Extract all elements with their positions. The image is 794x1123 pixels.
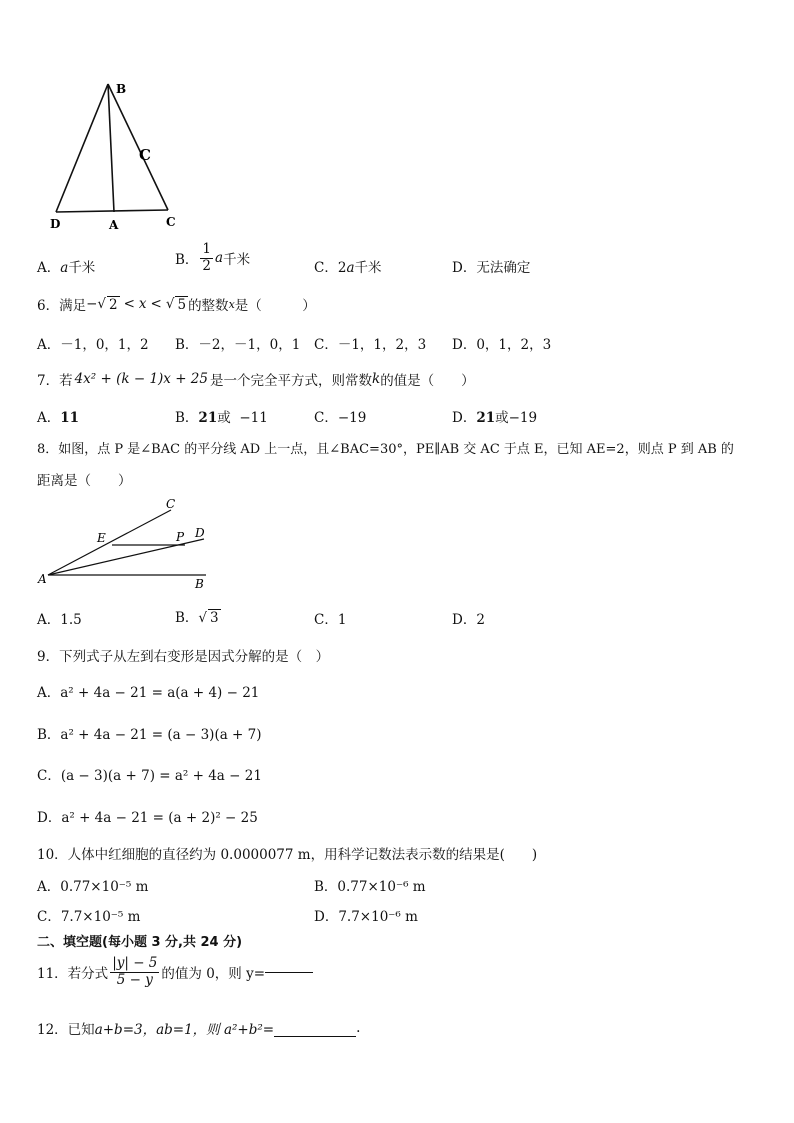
- q7-stem: 7．若 4x² + (k − 1)x + 25 是一个完全平方式，则常数 k 的值是（ ）: [37, 371, 475, 389]
- line-DC: [56, 210, 168, 212]
- q10-option-b: B．0.77×10⁻⁶ m: [314, 879, 426, 895]
- ray-AC: [48, 510, 171, 575]
- angle-bisector-figure: [36, 494, 226, 594]
- label-D: D: [50, 217, 61, 231]
- fraction: $\frac{|y| - 5}{5 - y}$: [112, 955, 158, 988]
- label-side-C: C: [139, 146, 151, 164]
- q8-option-c: C．1: [314, 612, 347, 628]
- q11-stem: 11．若分式 $\frac{|y| - 5}{5 - y}$ 的值为 0，则 y=: [37, 957, 313, 987]
- answer-blank[interactable]: [274, 1020, 356, 1037]
- q10-option-c: C．7.7×10⁻⁵ m: [37, 909, 141, 925]
- label-C: C: [166, 497, 176, 511]
- line-BC: [108, 84, 168, 210]
- q7-option-b: B．21或 −11: [175, 410, 268, 426]
- q6-option-b: B．－2，－1，0，1: [175, 337, 301, 353]
- fraction: $\frac{1}{2}$: [202, 241, 212, 274]
- triangle-figure: [36, 76, 186, 236]
- label-A: A: [109, 218, 119, 232]
- q6-option-c: C．－1，1，2，3: [314, 337, 427, 353]
- q5-option-d: D．无法确定: [452, 260, 531, 276]
- q8-option-b: B．√ 3: [175, 610, 219, 626]
- label-A: A: [38, 572, 47, 586]
- section-heading: 二、填空题(每小题 3 分,共 24 分): [37, 935, 243, 950]
- q9-option-c: C．(a − 3)(a + 7) = a² + 4a − 21: [37, 768, 262, 784]
- q9-option-b: B．a² + 4a − 21 = (a − 3)(a + 7): [37, 727, 262, 743]
- q6-option-d: D．0，1，2，3: [452, 337, 552, 353]
- q8-option-d: D．2: [452, 612, 485, 628]
- q5-option-a: A．a千米: [37, 260, 96, 276]
- q10-stem: 10．人体中红细胞的直径约为 0.0000077 m，用科学记数法表示数的结果是( ): [37, 847, 538, 863]
- q9-option-a: A．a² + 4a − 21 = a(a + 4) − 21: [37, 685, 260, 701]
- q9-stem: 9．下列式子从左到右变形是因式分解的是（ ）: [37, 649, 330, 665]
- q8-stem-line1: 8．如图，点 P 是∠BAC 的平分线 AD 上一点，且∠BAC=30°，PE∥AB 交 AC 于点 E，已知 AE=2，则点 P 到 AB 的: [37, 442, 734, 457]
- label-B: B: [116, 82, 127, 96]
- label-E: E: [97, 531, 106, 545]
- q7-option-c: C．−19: [314, 410, 367, 426]
- label-D: D: [195, 526, 205, 540]
- q5-option-c: C．2a千米: [314, 260, 382, 276]
- q7-option-a: A．11: [37, 410, 80, 426]
- q6-stem: 6．满足 − √ 2 < x < √ 5 的整数 x 是（ ）: [37, 296, 316, 314]
- line-BA: [108, 84, 114, 212]
- q10-option-a: A．0.77×10⁻⁵ m: [37, 879, 149, 895]
- label-C: C: [166, 215, 176, 229]
- answer-blank[interactable]: [265, 972, 313, 973]
- q8-option-a: A．1.5: [37, 612, 82, 628]
- label-P: P: [176, 530, 185, 544]
- q7-option-d: D．21或−19: [452, 410, 538, 426]
- q5-option-b: B． $\frac{1}{2}$ a 千米: [175, 241, 251, 274]
- q9-option-d: D．a² + 4a − 21 = (a + 2)² − 25: [37, 810, 258, 826]
- q12-stem: 12．已知 a+b=3，ab=1，则 a²+b²= .: [37, 1020, 361, 1038]
- q8-stem-line2: 距离是（ ）: [37, 473, 132, 489]
- q10-option-d: D．7.7×10⁻⁶ m: [314, 909, 418, 925]
- line-BD: [56, 84, 108, 212]
- q6-option-a: A．－1，0，1，2: [37, 337, 149, 353]
- label-B: B: [195, 577, 204, 591]
